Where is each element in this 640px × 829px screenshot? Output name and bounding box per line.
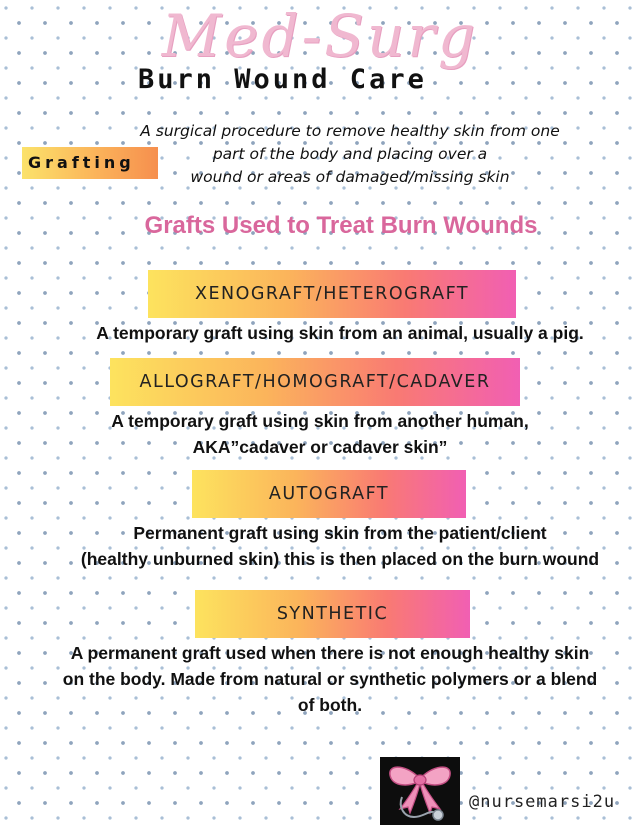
description-line: A permanent graft used when there is not enough healthy skin [70,643,590,663]
description-line: A temporary graft using skin from an animal, usually a pig. [96,323,584,343]
graft-description-synthetic [20,640,640,718]
graft-description-autograft [40,520,640,572]
page-subtitle: Burn Wound Care [138,64,427,95]
author-handle: @nursemarsi2u [469,792,616,812]
section-heading: Grafts Used to Treat Burn Wounds [144,212,538,239]
grafting-tag: Grafting [22,147,158,179]
description-line: AKA”cadaver or cadaver skin” [192,437,448,457]
definition-line: part of the body and placing over a [212,145,488,163]
definition-line: A surgical procedure to remove healthy skin from one [140,122,560,140]
description-line: Permanent graft using skin from the patient/client [133,523,547,543]
description-line: (healthy unburned skin) this is then placed on the burn wound [80,549,600,569]
logo [380,757,460,825]
graft-label-allograft: ALLOGRAFT/HOMOGRAFT/CADAVER [110,358,520,406]
description-line: of both. [297,695,363,715]
graft-description-xenograft [40,320,640,346]
graft-description-allograft [30,408,610,460]
description-line: A temporary graft using skin from another human, [111,411,529,431]
graft-label-xenograft: XENOGRAFT/HETEROGRAFT [148,270,516,318]
graft-label-autograft: AUTOGRAFT [192,470,466,518]
grafting-definition [100,120,600,189]
page-title: Med-Surg [161,2,479,70]
bow-stethoscope-icon [380,757,460,825]
description-line: on the body. Made from natural or synthetic polymers or a blend [62,669,598,689]
graft-label-synthetic: SYNTHETIC [195,590,470,638]
definition-line: wound or areas of damaged/missing skin [190,168,510,186]
